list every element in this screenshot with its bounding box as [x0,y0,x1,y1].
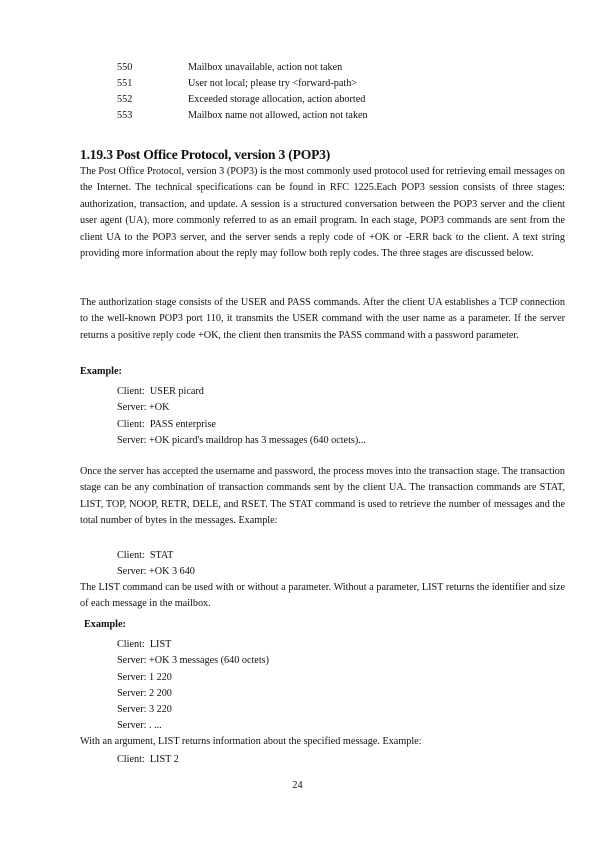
reply-code-row [117,108,368,124]
section-heading: 1.19.3 Post Office Protocol, version 3 (POP3) [80,147,331,162]
reply-code-row [117,60,368,76]
example-line: Server: 2 200 [117,687,172,699]
reply-code-text: Exceeded storage allocation, action aborted [188,94,366,105]
reply-code-text: User not local; please try <forward-path> [188,78,358,89]
page-number: 24 [292,780,303,791]
example-label: Example: [80,366,122,377]
reply-code: 550 [117,62,133,73]
example-line: Client: PASS enterprise [117,418,216,430]
list-paragraph: The LIST command can be used with or without a parameter. Without a parameter, LIST returns the identifier and size of each message in the mailbox. [80,582,565,610]
list2-example [117,752,179,768]
example-line: Server: . ... [117,720,162,732]
example-line: Server: +OK picard's maildrop has 3 messages (640 octets)... [117,434,366,446]
transaction-paragraph: Once the server has accepted the username and password, the process moves into the transaction stage. The transaction stage can be any combination of transaction commands sent by the client UA. The transaction commands are STAT, LIST, TOP, NOOP, RETR, DELE, and RSET. The STAT command is used to retrieve the number of messages and the total number of bytes in the messages. Example: [80,466,565,527]
reply-code-row [117,92,368,108]
reply-code: 551 [117,78,133,89]
list-example [117,637,269,735]
example-line: Client: STAT [117,550,174,561]
example-line: Server: 1 220 [117,671,172,683]
example-line: Server: +OK [117,402,170,414]
example-line: Client: USER picard [117,386,204,397]
example-label: Example: [84,619,126,630]
auth-example [117,384,366,449]
reply-code-text: Mailbox name not allowed, action not taken [188,110,368,121]
reply-code-text: Mailbox unavailable, action not taken [188,62,343,73]
example-line: Client: LIST 2 [117,754,179,765]
example-line: Client: LIST [117,639,172,650]
reply-code-list [117,60,368,124]
example-line: Server: +OK 3 messages (640 octets) [117,655,270,667]
example-line: Server: +OK 3 640 [117,566,195,578]
reply-code: 552 [117,94,133,105]
intro-paragraph: The Post Office Protocol, version 3 (POP3) is the most commonly used protocol used for retrieving email messages on the Internet. The technical specifications can be found in RFC 1225.Each POP3 session consists of three stages: authorization, transaction, and update. A session is a structured conversation between the POP3 server and the client user agent (UA), more commonly referred to as an email program. In each stage, POP3 commands are sent from the client UA to the POP3 server, and the server sends a reply code of +OK or -ERR back to the client. A text string providing more information about the reply may follow both reply codes. The three stages are discussed below. [80,166,565,260]
list-argument-paragraph: With an argument, LIST returns information about the specified message. Example: [80,736,422,747]
example-line: Server: 3 220 [117,704,172,716]
reply-code: 553 [117,110,133,121]
authorization-paragraph: The authorization stage consists of the USER and PASS commands. After the client UA establishes a TCP connection to the well-known POP3 port 110, it transmits the USER command with the user name as a parameter. If the server returns a positive reply code +OK, the client then transmits the PASS command with a password parameter. [80,297,565,341]
stat-example [117,548,195,581]
reply-code-row [117,76,368,92]
